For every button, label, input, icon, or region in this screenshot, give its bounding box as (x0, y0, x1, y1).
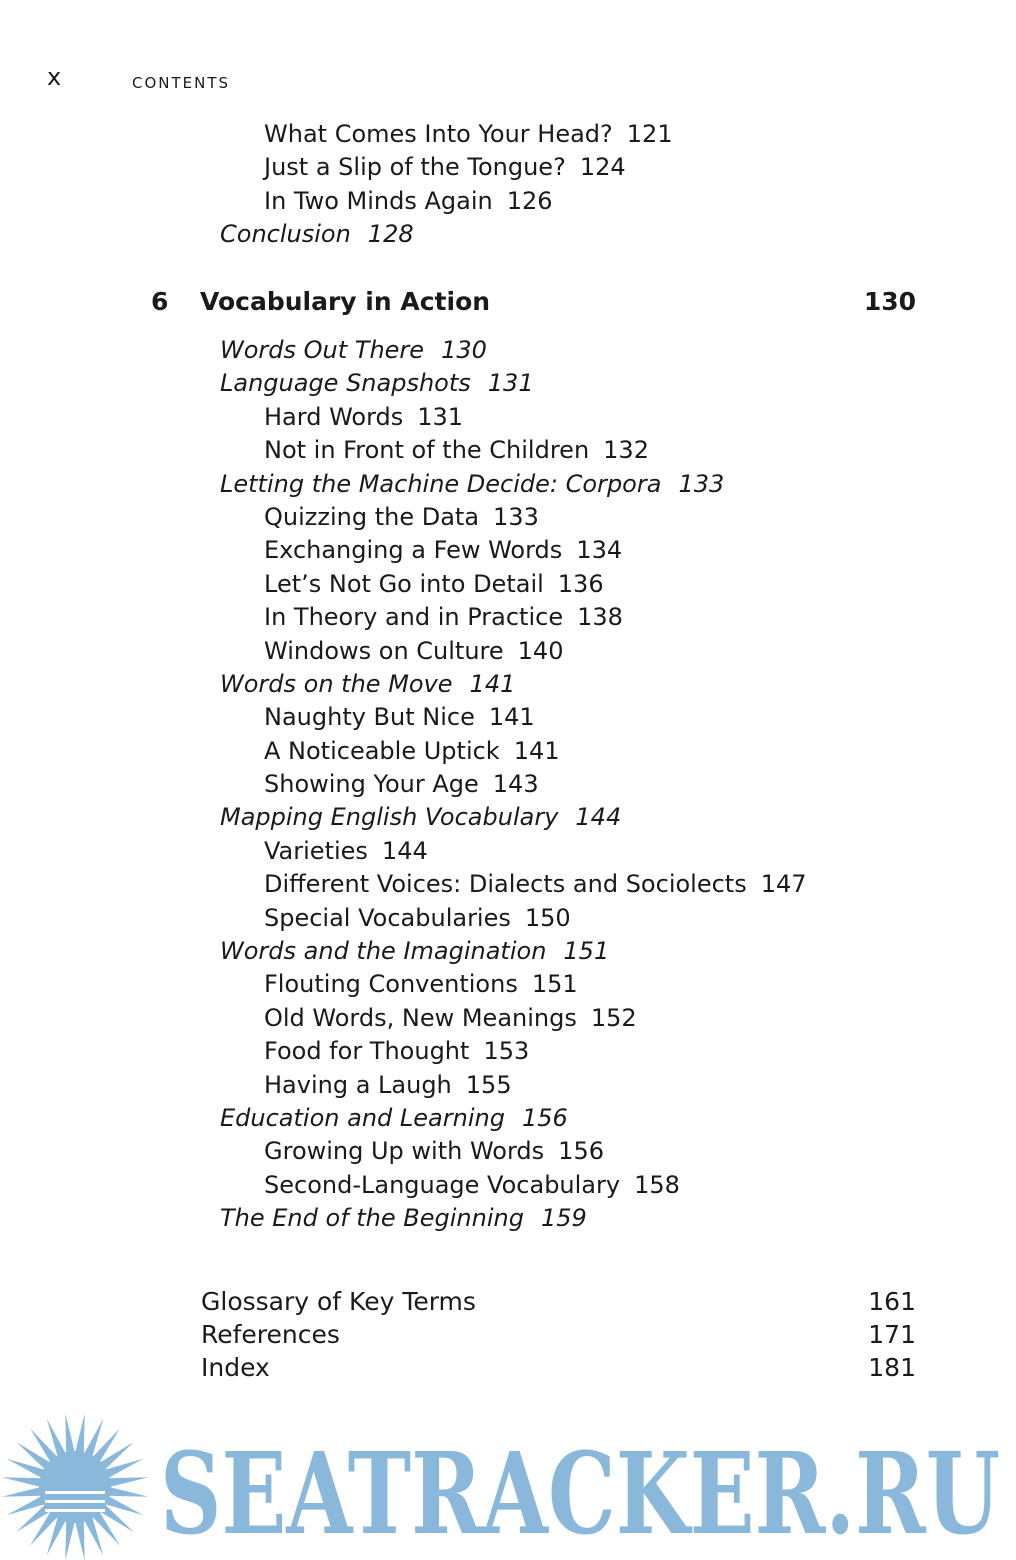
toc-entry-title: Words on the Move (220, 669, 453, 698)
toc-entry-title: Letting the Machine Decide: Corpora (220, 469, 662, 498)
toc-subsection (0, 1069, 1016, 1102)
toc-entry-title: Having a Laugh (264, 1070, 452, 1099)
sun-stripe (45, 1509, 105, 1512)
toc-entry-page: 141 (513, 736, 560, 765)
toc-entry-title: In Two Minds Again (264, 186, 493, 215)
toc-entry-title: Flouting Conventions (264, 970, 518, 999)
toc-entry-page: 158 (634, 1170, 680, 1199)
toc-entry-title: Words Out There (220, 336, 425, 364)
toc-entry-page: 126 (506, 186, 553, 215)
toc-entry-title: In Theory and in Practice (264, 603, 564, 632)
page-number: x (47, 63, 62, 91)
toc-entry-page: 134 (576, 536, 623, 565)
toc-subsection (0, 701, 1016, 734)
watermark-text: SEATRACKER.RU (160, 1429, 1000, 1560)
sun-disc (39, 1451, 111, 1523)
toc-subsection (0, 185, 1016, 218)
toc-entry-title: Old Words, New Meanings (264, 1003, 577, 1032)
toc-entry-page: 136 (557, 569, 604, 598)
toc-entry-title: Exchanging a Few Words (264, 536, 563, 565)
toc-subsection (0, 868, 1016, 901)
toc-entry-title: Hard Words (264, 402, 404, 431)
toc-entry-page: 155 (465, 1070, 512, 1099)
toc-subsection (0, 501, 1016, 534)
toc-subsection (0, 434, 1016, 467)
toc-entry-title: Windows on Culture (264, 636, 504, 665)
toc-entry-page: 147 (760, 870, 807, 899)
toc-entry-title: The End of the Beginning (220, 1204, 524, 1233)
toc-entry-title: Not in Front of the Children (264, 436, 590, 465)
toc-entry-title: Mapping English Vocabulary (220, 803, 559, 832)
toc-entry-page: 132 (603, 436, 649, 465)
toc-entry-title: Second-Language Vocabulary (264, 1170, 621, 1199)
toc-entry-page: 121 (626, 120, 673, 148)
toc-section (0, 1102, 1016, 1135)
toc-subsection (0, 1035, 1016, 1068)
toc-section (0, 801, 1016, 834)
toc-entry-page: 131 (417, 402, 464, 431)
toc-entry-page: 141 (469, 669, 516, 698)
chapter-page: 130 (863, 287, 916, 316)
chapter-heading (0, 286, 1016, 318)
toc-subsection (0, 835, 1016, 868)
toc-subsection (0, 401, 1016, 434)
toc-subsection (0, 568, 1016, 601)
toc-subsection (0, 601, 1016, 634)
back-matter-list (0, 1285, 1016, 1384)
toc-entry-page: 141 (488, 703, 535, 732)
toc-entry-title: Education and Learning (220, 1103, 505, 1132)
back-matter-item (0, 1351, 1016, 1384)
back-matter-item (0, 1318, 1016, 1351)
chapter-title: Vocabulary in Action (200, 287, 491, 316)
toc-entry-page: 159 (540, 1204, 587, 1233)
toc-entry-page: 144 (381, 836, 428, 865)
toc-entry-title: Words and the Imagination (220, 937, 547, 966)
toc-entry-page: 156 (558, 1137, 604, 1166)
toc-subsection (0, 968, 1016, 1001)
chapter-number: 6 (151, 287, 169, 316)
toc-section (0, 218, 1016, 251)
toc-subsection (0, 1135, 1016, 1168)
toc-subsection (0, 902, 1016, 935)
toc-entry-title: Special Vocabularies (264, 903, 511, 932)
back-matter-item (0, 1285, 1016, 1318)
sun-stripe (45, 1491, 105, 1494)
toc-entry-page: 151 (531, 970, 578, 999)
toc-entry-title: Conclusion (220, 220, 351, 249)
toc-section (0, 334, 1016, 367)
toc-entry-page: 143 (492, 770, 539, 799)
toc-chapter-list (0, 334, 1016, 1236)
toc-entry-title: Different Voices: Dialects and Sociolects (264, 870, 747, 899)
toc-entry-page: 150 (524, 903, 571, 932)
toc-entry-page: 151 (563, 937, 610, 966)
toc-entry-page: 152 (590, 1003, 637, 1032)
toc-subsection (0, 768, 1016, 801)
toc-section (0, 935, 1016, 968)
toc-entry-title: Varieties (264, 836, 368, 865)
sun-stripe (45, 1500, 105, 1503)
toc-subsection (0, 1169, 1016, 1202)
toc-subsection (0, 1002, 1016, 1035)
toc-entry-page: 156 (521, 1103, 568, 1132)
toc-entry-page: 153 (483, 1037, 530, 1066)
toc-subsection (0, 118, 1016, 151)
toc-entry-title: A Noticeable Uptick (264, 736, 500, 765)
toc-entry-page: 130 (441, 336, 487, 364)
back-matter-page: 171 (868, 1320, 916, 1349)
toc-entry-page: 124 (579, 153, 626, 182)
running-head: CONTENTS (132, 74, 231, 92)
toc-entry-title: Food for Thought (264, 1037, 470, 1066)
toc-entry-title: Language Snapshots (220, 369, 471, 398)
toc-subsection (0, 735, 1016, 768)
back-matter-title: References (201, 1320, 340, 1349)
toc-entry-page: 133 (493, 502, 539, 531)
toc-subsection (0, 151, 1016, 184)
toc-entry-page: 140 (517, 636, 564, 665)
back-matter-title: Index (201, 1353, 270, 1382)
toc-entry-page: 138 (577, 603, 623, 632)
back-matter-page: 181 (868, 1353, 916, 1382)
back-matter-title: Glossary of Key Terms (201, 1287, 476, 1316)
sun-icon (2, 1414, 149, 1560)
toc-entry-title: Just a Slip of the Tongue? (264, 153, 566, 182)
toc-entry-page: 131 (487, 369, 534, 398)
toc-continued-list (0, 118, 1016, 252)
toc-entry-page: 144 (575, 803, 622, 832)
toc-entry-title: Quizzing the Data (264, 502, 480, 531)
toc-entry-page: 133 (678, 469, 725, 498)
toc-section (0, 367, 1016, 400)
toc-section (0, 668, 1016, 701)
back-matter-page: 161 (868, 1287, 916, 1316)
toc-section (0, 1202, 1016, 1235)
toc-entry-title: Let’s Not Go into Detail (264, 569, 544, 598)
toc-section (0, 468, 1016, 501)
toc-entry-title: Naughty But Nice (264, 703, 475, 732)
toc-subsection (0, 635, 1016, 668)
toc-entry-page: 128 (367, 220, 414, 249)
toc-entry-title: Growing Up with Words (264, 1137, 545, 1166)
watermark (0, 1405, 1016, 1560)
toc-entry-title: What Comes Into Your Head? (264, 120, 613, 148)
toc-entry-title: Showing Your Age (264, 770, 479, 799)
toc-subsection (0, 534, 1016, 567)
